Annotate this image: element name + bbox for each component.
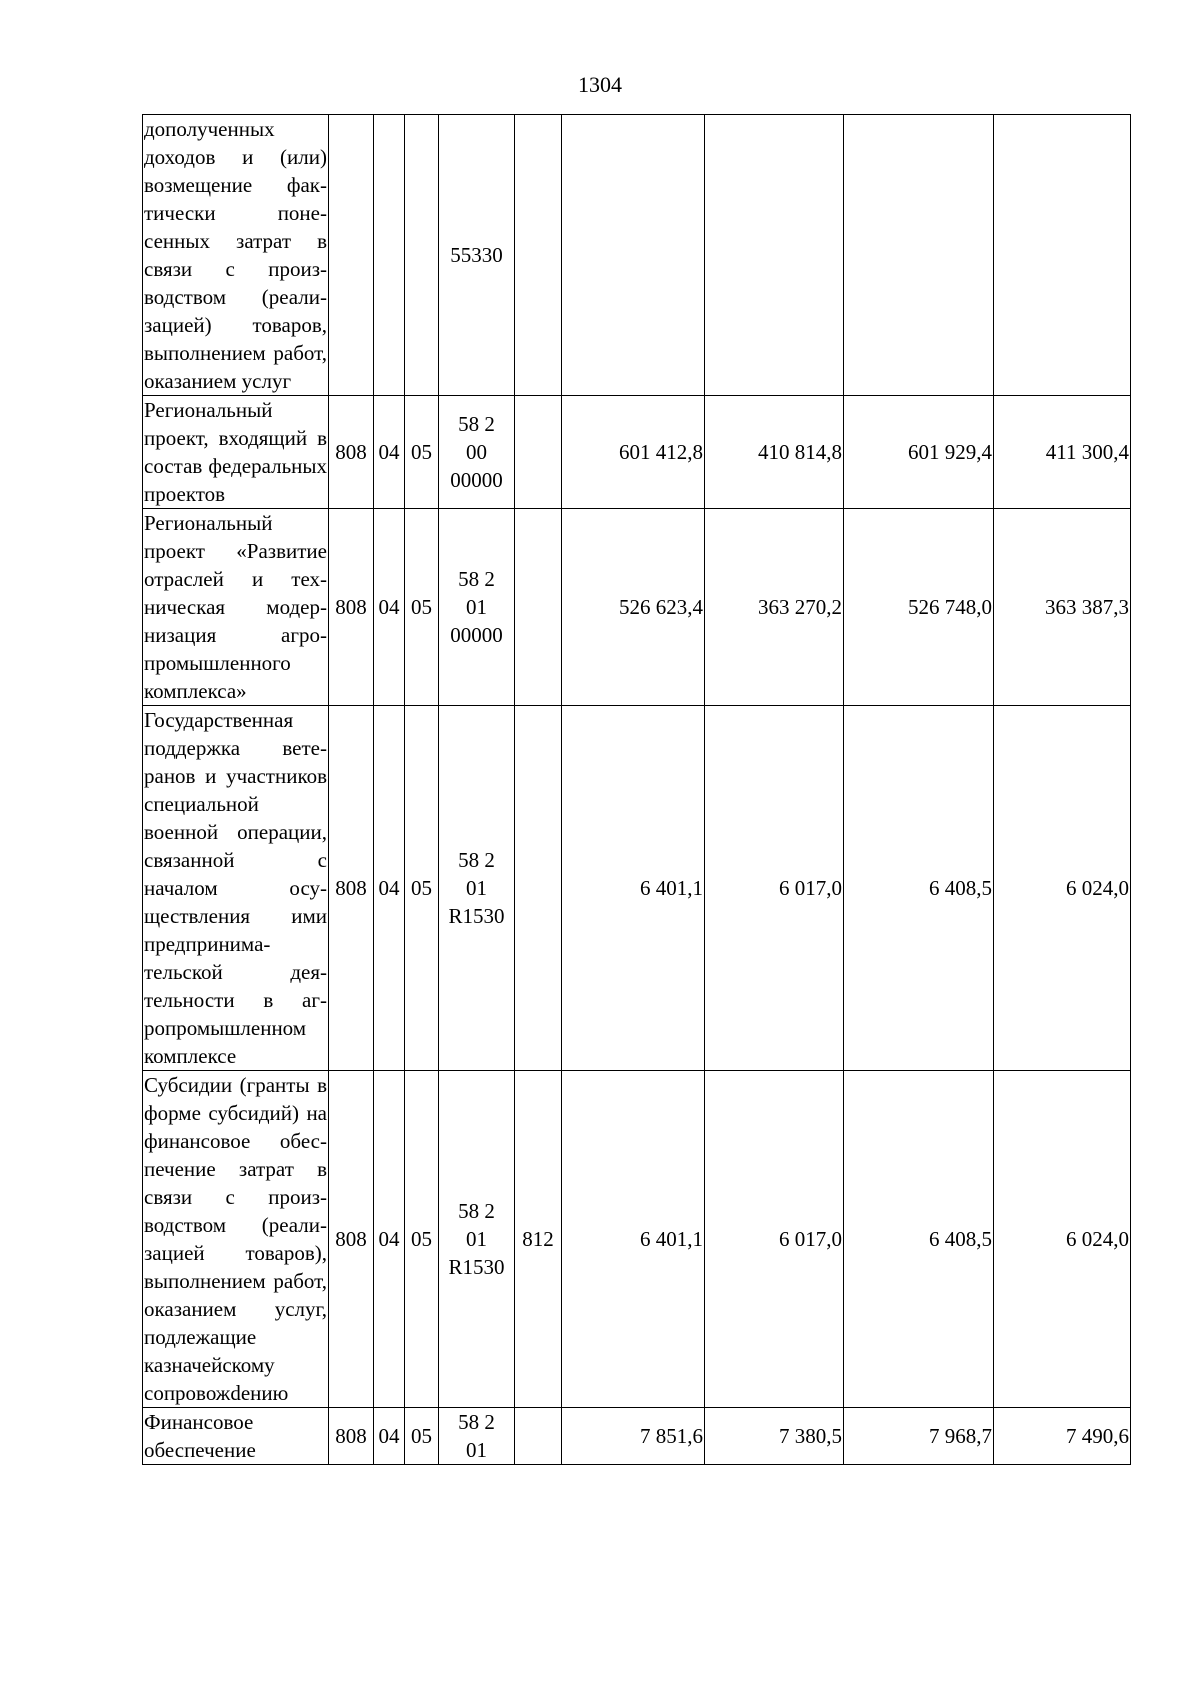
row-grbs-cell: 808 — [329, 1408, 374, 1465]
row-pr-cell: 05 — [405, 509, 439, 706]
csr-line: 55330 — [450, 243, 503, 267]
row-name-cell: Региональный проект, входящий в состав федеральных проектов — [143, 396, 329, 509]
row-vr-cell: 812 — [515, 1071, 562, 1408]
row-rz-cell: 04 — [374, 509, 405, 706]
row-vr-cell — [515, 509, 562, 706]
row-rz-cell: 04 — [374, 706, 405, 1071]
row-vr-cell — [515, 115, 562, 396]
row-pr-cell: 05 — [405, 706, 439, 1071]
row-amount-v1-cell — [562, 115, 705, 396]
row-amount-v4-cell: 7 490,6 — [994, 1408, 1131, 1465]
row-csr-cell — [439, 509, 515, 706]
table-body — [143, 115, 1131, 1465]
row-amount-v1-cell: 6 401,1 — [562, 706, 705, 1071]
csr-line: 58 2 — [458, 1199, 495, 1223]
row-grbs-cell: 808 — [329, 1071, 374, 1408]
row-amount-v2-cell: 363 270,2 — [705, 509, 844, 706]
row-csr-cell — [439, 1071, 515, 1408]
csr-line: R1530 — [448, 904, 505, 928]
row-vr-cell — [515, 396, 562, 509]
row-csr-cell — [439, 396, 515, 509]
row-grbs-cell: 808 — [329, 509, 374, 706]
table-row — [143, 1071, 1131, 1408]
row-grbs-cell: 808 — [329, 706, 374, 1071]
row-amount-v1-cell: 6 401,1 — [562, 1071, 705, 1408]
csr-line: 00000 — [450, 468, 503, 492]
row-amount-v1-cell: 526 623,4 — [562, 509, 705, 706]
csr-line: 00 — [466, 440, 487, 464]
table-row — [143, 706, 1131, 1071]
row-amount-v2-cell: 6 017,0 — [705, 706, 844, 1071]
row-pr-cell: 05 — [405, 1408, 439, 1465]
row-name-cell: дополученных доходов и (или) возмещение фактически понесенных затрат в связи с производством (реализацией) товаров, выполнением работ, оказанием услуг — [143, 115, 329, 396]
page-number: 1304 — [578, 72, 622, 97]
row-rz-cell — [374, 115, 405, 396]
row-pr-cell: 05 — [405, 1071, 439, 1408]
row-grbs-cell: 808 — [329, 396, 374, 509]
row-rz-cell: 04 — [374, 1408, 405, 1465]
row-vr-cell — [515, 706, 562, 1071]
row-amount-v3-cell: 526 748,0 — [844, 509, 994, 706]
row-amount-v3-cell — [844, 115, 994, 396]
table-row — [143, 509, 1131, 706]
row-csr-cell — [439, 1408, 515, 1465]
table-row — [143, 396, 1131, 509]
row-amount-v1-cell: 601 412,8 — [562, 396, 705, 509]
row-grbs-cell — [329, 115, 374, 396]
row-amount-v2-cell: 6 017,0 — [705, 1071, 844, 1408]
csr-line: 58 2 — [458, 848, 495, 872]
row-csr-cell — [439, 706, 515, 1071]
csr-line: 58 2 — [458, 1410, 495, 1434]
row-amount-v4-cell: 6 024,0 — [994, 706, 1131, 1071]
row-amount-v4-cell: 411 300,4 — [994, 396, 1131, 509]
row-rz-cell: 04 — [374, 1071, 405, 1408]
row-amount-v2-cell — [705, 115, 844, 396]
row-amount-v4-cell: 6 024,0 — [994, 1071, 1131, 1408]
csr-line: 01 — [466, 595, 487, 619]
csr-line: 58 2 — [458, 412, 495, 436]
csr-line: 01 — [466, 1438, 487, 1462]
budget-table — [142, 114, 1131, 1465]
row-amount-v1-cell: 7 851,6 — [562, 1408, 705, 1465]
table-row — [143, 115, 1131, 396]
row-amount-v3-cell: 601 929,4 — [844, 396, 994, 509]
table-row — [143, 1408, 1131, 1465]
row-name-cell: Финансовое обеспечение — [143, 1408, 329, 1465]
row-vr-cell — [515, 1408, 562, 1465]
row-name-cell: Региональный проект «Развитие отраслей и техническая модернизация агропромышленного комплекса» — [143, 509, 329, 706]
row-amount-v4-cell: 363 387,3 — [994, 509, 1131, 706]
row-csr-cell — [439, 115, 515, 396]
row-amount-v3-cell: 7 968,7 — [844, 1408, 994, 1465]
row-pr-cell — [405, 115, 439, 396]
row-amount-v2-cell: 7 380,5 — [705, 1408, 844, 1465]
row-amount-v4-cell — [994, 115, 1131, 396]
row-amount-v3-cell: 6 408,5 — [844, 1071, 994, 1408]
row-amount-v2-cell: 410 814,8 — [705, 396, 844, 509]
row-pr-cell: 05 — [405, 396, 439, 509]
row-name-cell: Субсидии (гранты в форме субсидий) на финансовое обеспечение затрат в связи с производством (реализацией товаров), выполнением работ, оказанием услуг, подлежащие казначейскому сопровожdению — [143, 1071, 329, 1408]
csr-line: 00000 — [450, 623, 503, 647]
csr-line: R1530 — [448, 1255, 505, 1279]
csr-line: 01 — [466, 876, 487, 900]
row-rz-cell: 04 — [374, 396, 405, 509]
csr-line: 01 — [466, 1227, 487, 1251]
csr-line: 58 2 — [458, 567, 495, 591]
row-amount-v3-cell: 6 408,5 — [844, 706, 994, 1071]
row-name-cell: Государственная поддержка ветеранов и участников специальной военной операции, связанной с началом осуществления ими предпринимательской деятельности в агропромышленном комплексе — [143, 706, 329, 1071]
